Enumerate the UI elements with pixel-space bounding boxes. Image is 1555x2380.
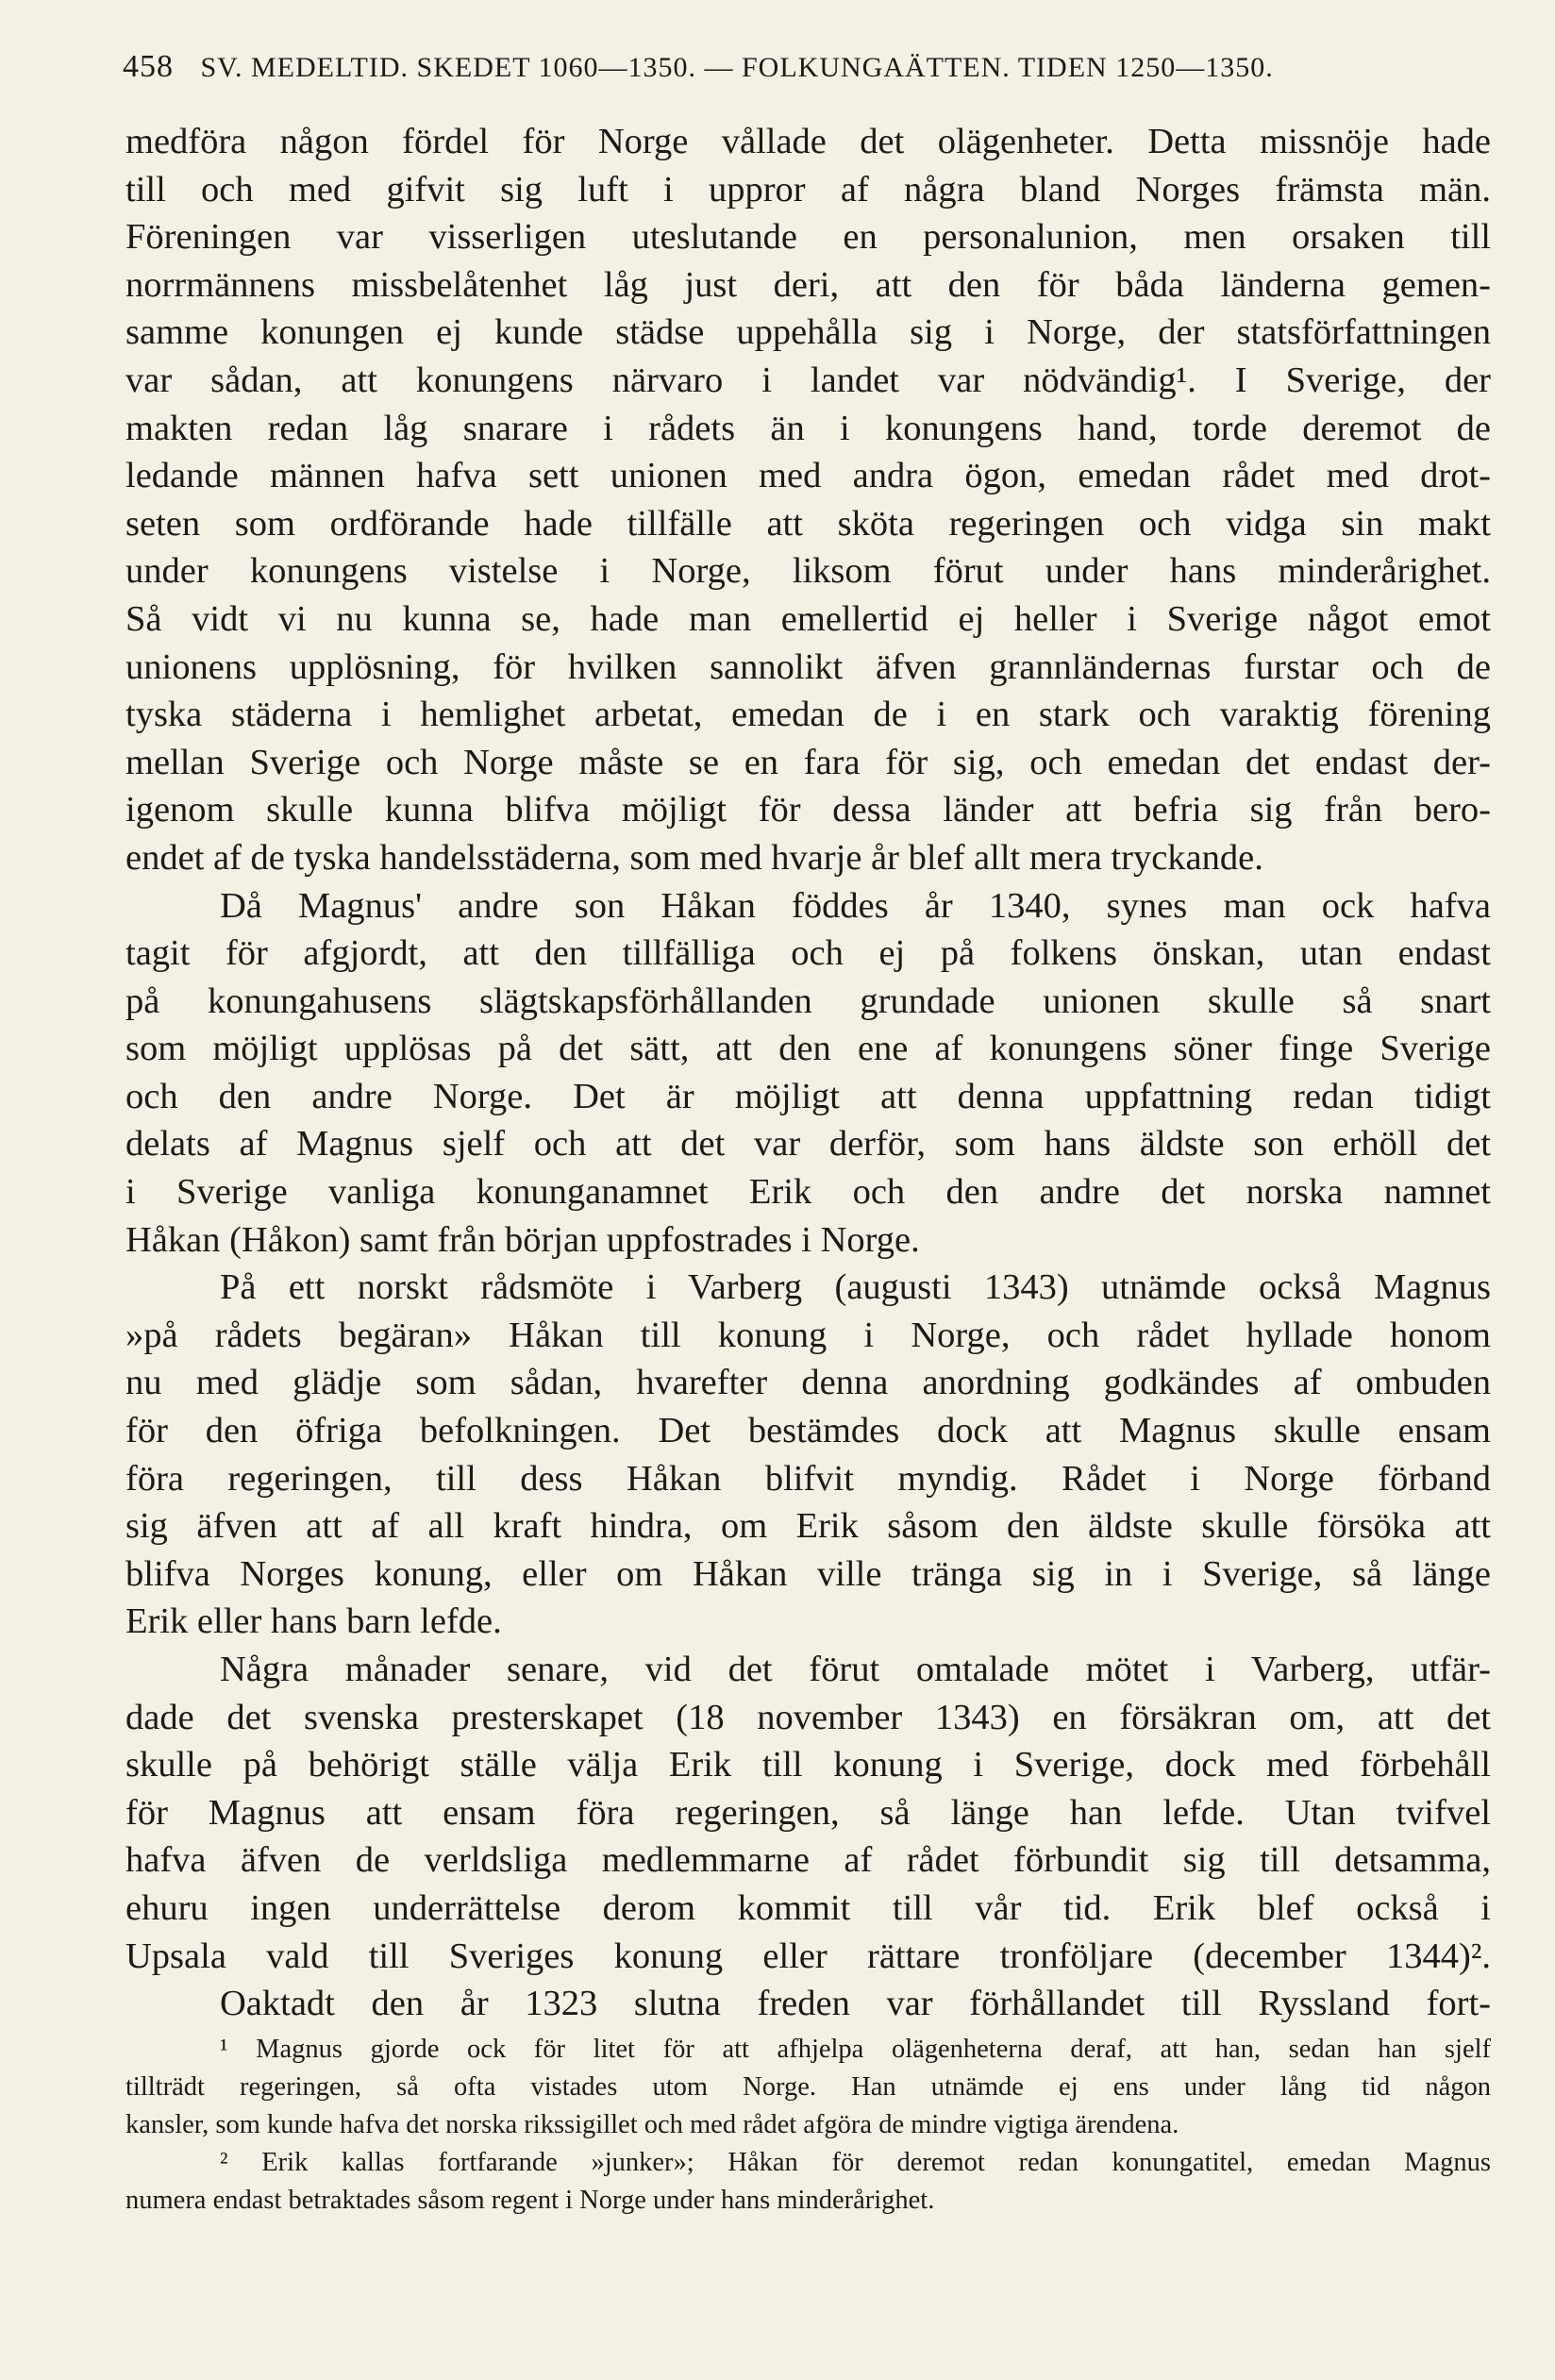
text-line: På ett norskt rådsmöte i Varberg (augusti 1343) utnämde också Magnus xyxy=(220,1267,1491,1308)
text-line: Föreningen var visserligen uteslutande en personalunion, men orsaken till xyxy=(125,217,1491,258)
text-line: »på rådets begäran» Håkan till konung i Norge, och rådet hyllade honom xyxy=(125,1315,1491,1355)
text-line: seten som ordförande hade tillfälle att sköta regeringen och vidga sin makt xyxy=(125,503,1491,544)
page-number: 458 xyxy=(123,49,174,84)
text-line: Så vidt vi nu kunna se, hade man emellertid ej heller i Sverige något emot xyxy=(125,598,1491,639)
footnote-line: ¹ Magnus gjorde ock för litet för att afhjelpa olägenheterna deraf, att han, sedan han sjelf xyxy=(220,2035,1491,2064)
footnote-line: ² Erik kallas fortfarande »junker»; Håkan för deremot redan konungatitel, emedan Magnus xyxy=(220,2148,1491,2177)
text-line: endet af de tyska handelsstäderna, som med hvarje år blef allt mera tryckande. xyxy=(125,837,1263,878)
footnotes xyxy=(125,2031,1491,2220)
text-line: Håkan (Håkon) samt från början uppfostrades i Norge. xyxy=(125,1219,920,1260)
text-line: mellan Sverige och Norge måste se en fara för sig, och emedan det endast der- xyxy=(125,742,1491,782)
footnote-line: numera endast betraktades såsom regent i Norge under hans minderårighet. xyxy=(125,2186,935,2215)
text-line: Erik eller hans barn lefde. xyxy=(125,1601,502,1642)
text-line: för den öfriga befolkningen. Det bestämdes dock att Magnus skulle ensam xyxy=(125,1411,1491,1451)
text-line: i Sverige vanliga konunganamnet Erik och den andre det norska namnet xyxy=(125,1172,1491,1213)
text-line: blifva Norges konung, eller om Håkan ville tränga sig in i Sverige, så länge xyxy=(125,1553,1491,1594)
text-line: var sådan, att konungens närvaro i landet var nödvändig¹. I Sverige, der xyxy=(125,360,1491,400)
footnote-line: kansler, som kunde hafva det norska rikssigillet och med rådet afgöra de mindre vigtiga ärendena. xyxy=(125,2110,1179,2139)
body-text xyxy=(125,118,1491,2028)
text-line: skulle på behörigt ställe välja Erik till konung i Sverige, dock med förbehåll xyxy=(125,1745,1491,1785)
text-line: igenom skulle kunna blifva möjligt för dessa länder att befria sig från bero- xyxy=(125,790,1491,830)
text-line: Några månader senare, vid det förut omtalade mötet i Varberg, utfär- xyxy=(220,1650,1491,1689)
text-line: Upsala vald till Sveriges konung eller rättare tronföljare (december 1344)². xyxy=(125,1936,1491,1976)
text-line: dade det svenska presterskapet (18 november 1343) en försäkran om, att det xyxy=(125,1697,1491,1737)
text-line: som möjligt upplösas på det sätt, att den ene af konungens söner finge Sverige xyxy=(125,1029,1491,1069)
text-line: tyska städerna i hemlighet arbetat, emedan de i en stark och varaktig förening xyxy=(125,695,1491,735)
text-line: hafva äfven de verldsliga medlemmarne af rådet förbundit sig till detsamma, xyxy=(125,1840,1491,1881)
text-line: föra regeringen, till dess Håkan blifvit myndig. Rådet i Norge förband xyxy=(125,1458,1491,1499)
text-line: ledande männen hafva sett unionen med andra ögon, emedan rådet med drot- xyxy=(125,456,1491,496)
text-line: ehuru ingen underrättelse derom kommit till vår tid. Erik blef också i xyxy=(125,1887,1491,1928)
text-line: medföra någon fördel för Norge vållade det olägenheter. Detta missnöje hade xyxy=(125,122,1491,161)
text-line: för Magnus att ensam föra regeringen, så länge han lefde. Utan tvifvel xyxy=(125,1792,1491,1833)
text-line: norrmännens missbelåtenhet låg just deri, att den för båda länderna gemen- xyxy=(125,264,1491,305)
text-line: på konungahusens slägtskapsförhållanden grundade unionen skulle så snart xyxy=(125,980,1491,1021)
text-line: delats af Magnus sjelf och att det var derför, som hans äldste son erhöll det xyxy=(125,1124,1491,1165)
text-line: till och med gifvit sig luft i uppror af några bland Norges främsta män. xyxy=(125,169,1491,210)
text-line: tagit för afgjordt, att den tillfälliga och ej på folkens önskan, utan endast xyxy=(125,933,1491,974)
running-title: SV. MEDELTID. SKEDET 1060—1350. — FOLKUNGAÄTTEN. TIDEN 1250—1350. xyxy=(200,52,1274,83)
text-line: under konungens vistelse i Norge, liksom förut under hans minderårighet. xyxy=(125,551,1491,592)
running-header xyxy=(123,49,1491,85)
text-line: makten redan låg snarare i rådets än i konungens hand, torde deremot de xyxy=(125,408,1491,448)
text-line: Oaktadt den år 1323 slutna freden var förhållandet till Ryssland fort- xyxy=(220,1984,1491,2024)
text-line: samme konungen ej kunde städse uppehålla sig i Norge, der statsförfattningen xyxy=(125,312,1491,353)
text-line: nu med glädje som sådan, hvarefter denna anordning godkändes af ombuden xyxy=(125,1363,1491,1403)
text-line: Då Magnus' andre son Håkan föddes år 1340, synes man ock hafva xyxy=(220,885,1491,926)
footnote-line: tillträdt regeringen, så ofta vistades utom Norge. Han utnämde ej ens under lång tid någon xyxy=(125,2072,1491,2102)
text-line: unionens upplösning, för hvilken sannolikt äfven grannländernas furstar och de xyxy=(125,646,1491,687)
text-line: sig äfven att af all kraft hindra, om Erik såsom den äldste skulle försöka att xyxy=(125,1506,1491,1547)
text-line: och den andre Norge. Det är möjligt att denna uppfattning redan tidigt xyxy=(125,1076,1491,1116)
